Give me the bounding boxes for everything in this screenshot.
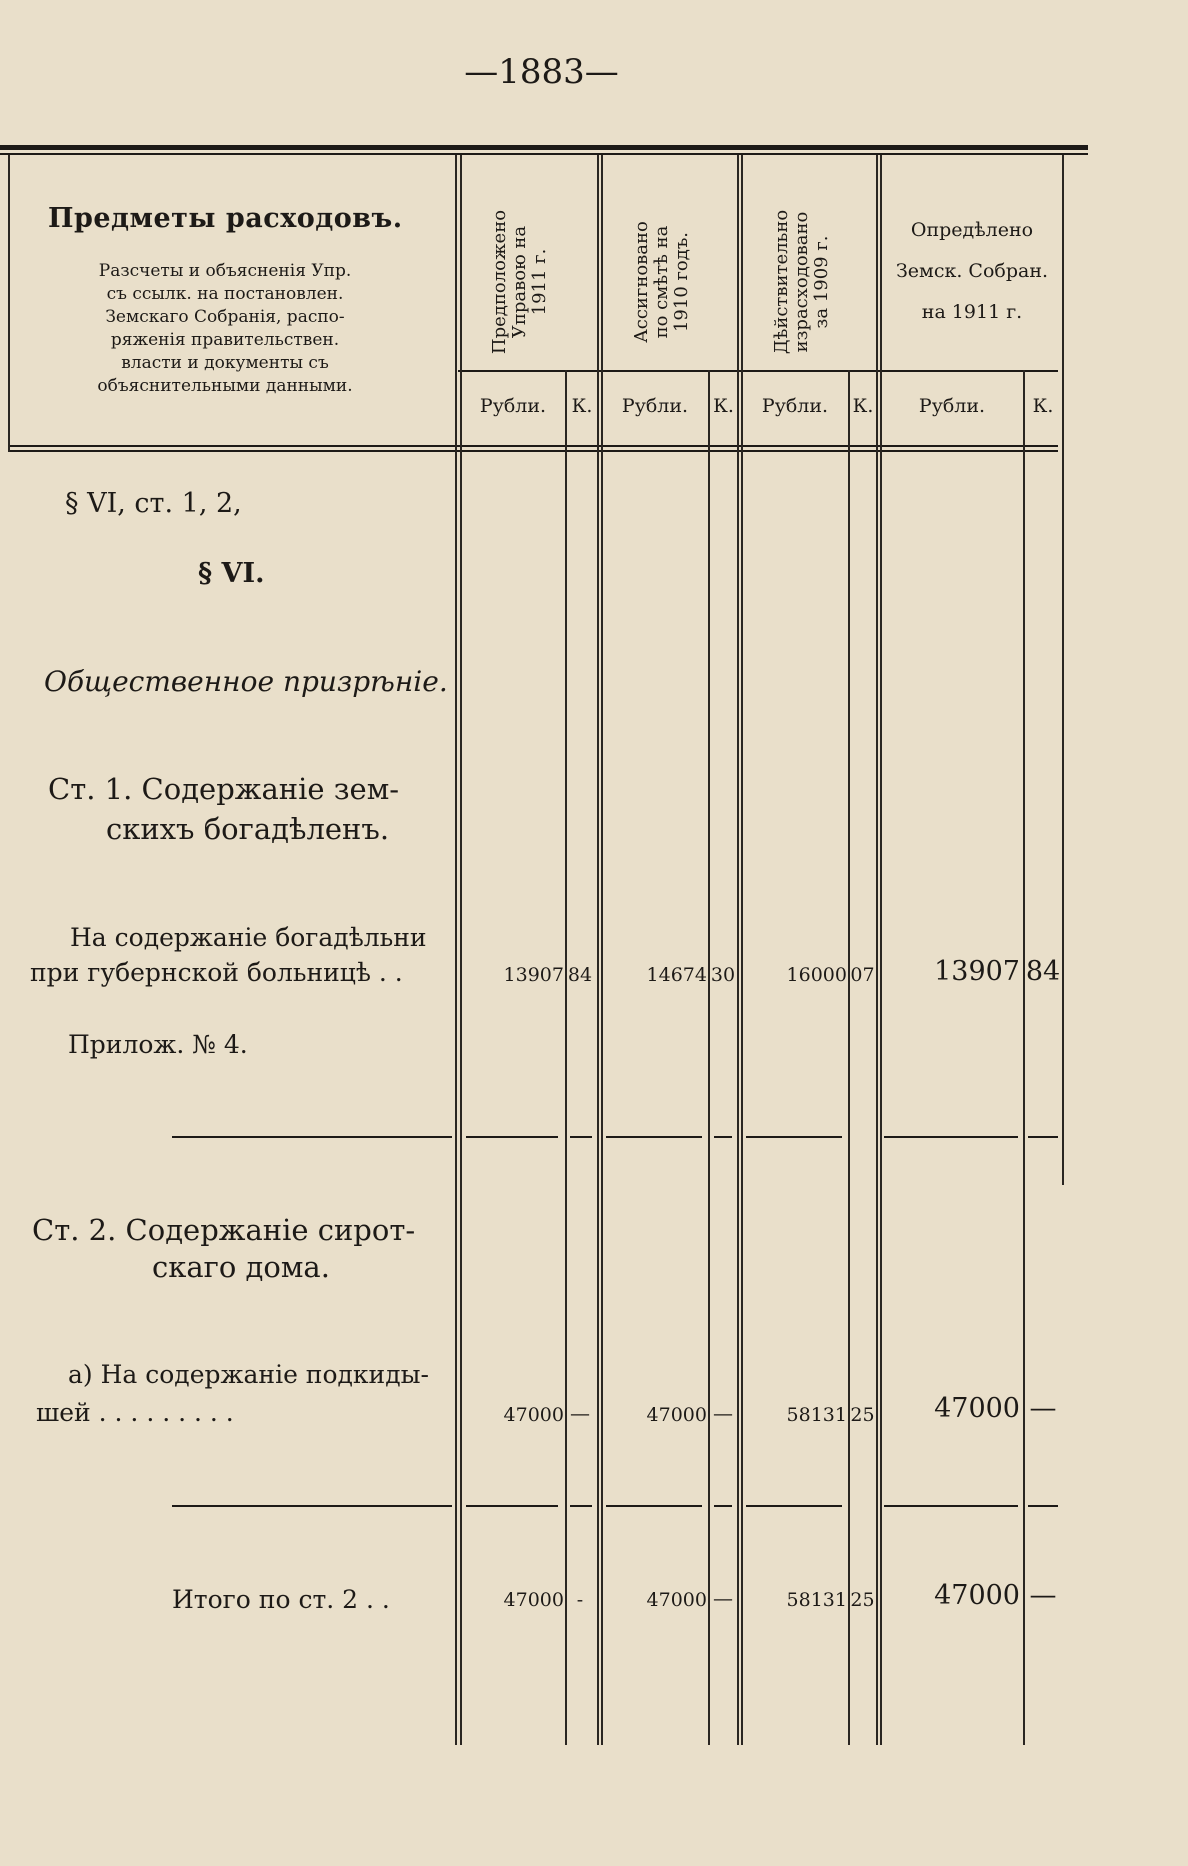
row-sep-1-c1 — [466, 1136, 558, 1138]
row-sep-1-c2 — [606, 1136, 702, 1138]
row1-col1-rubles: 13907 — [503, 964, 564, 986]
col-line-right — [1062, 155, 1064, 1185]
row-sep-1-c2k — [714, 1136, 732, 1138]
total-col4-rubles: 47000 — [934, 1580, 1020, 1611]
row-sep-2-c1k — [570, 1505, 592, 1507]
header-bottom-rule — [8, 445, 1058, 447]
row1-col2-rubles: 14674 — [646, 964, 707, 986]
row-sep-2-c2 — [606, 1505, 702, 1507]
row2-col1-rubles: 47000 — [503, 1404, 564, 1426]
top-rule — [0, 145, 1088, 150]
row2-col4-rubles: 47000 — [934, 1393, 1020, 1424]
col4-header: Опредѣлено Земск. Собран. на 1911 г. — [895, 219, 1049, 323]
col-line-c4k — [1023, 370, 1025, 1745]
col-line-desc — [455, 155, 457, 1745]
page-number: —1883— — [464, 52, 619, 92]
row-sep-2-c3 — [746, 1505, 842, 1507]
article2-line2: скаго дома. — [152, 1250, 330, 1284]
total-col3-rubles: 58131 — [786, 1589, 847, 1611]
row-sep-1-c1k — [570, 1136, 592, 1138]
total-col1-kopeks: - — [576, 1589, 584, 1611]
item2-line2: шей . . . . . . . . . — [36, 1398, 234, 1427]
row1-col3-kopeks: 07 — [850, 964, 875, 986]
total-label: Итого по ст. 2 . . — [172, 1585, 390, 1614]
header-bottom-rule-2 — [8, 450, 1058, 452]
row2-col4-kopeks: — — [1029, 1393, 1057, 1424]
row-sep-1-c4k — [1028, 1136, 1058, 1138]
appendix-ref: Прилож. № 4. — [68, 1030, 248, 1059]
col-line-c4b — [880, 155, 882, 1745]
row2-col2-rubles: 47000 — [646, 1404, 707, 1426]
total-col3-kopeks: 25 — [850, 1589, 875, 1611]
row2-col1-kopeks: — — [570, 1401, 590, 1425]
section-number: § VI. — [198, 558, 265, 589]
row-separator-2 — [172, 1505, 452, 1507]
col-line-c4 — [876, 155, 878, 1745]
unit-rub-2: Рубли. — [621, 395, 689, 417]
row1-col1-kopeks: 84 — [567, 964, 593, 986]
item1-line1: На содержаніе богадѣльни — [70, 923, 427, 952]
row1-col4-rubles: 13907 — [934, 956, 1020, 987]
col1-header: Предположено Управою на 1911 г. — [489, 209, 550, 355]
unit-kop-4: К. — [1032, 395, 1054, 417]
row-sep-2-c4 — [884, 1505, 1018, 1507]
row-sep-2-c4k — [1028, 1505, 1058, 1507]
article1-line1: Ст. 1. Содержаніе зем- — [48, 772, 400, 806]
total-col4-kopeks: — — [1029, 1580, 1057, 1611]
row-sep-2-c1 — [466, 1505, 558, 1507]
row-separator-1 — [172, 1136, 452, 1138]
unit-rub-4: Рубли. — [918, 395, 986, 417]
col-line-c2b — [601, 155, 603, 1745]
col-line-c3k — [848, 370, 850, 1745]
item1-line2: при губернской больницѣ . . — [30, 958, 403, 987]
row1-col2-kopeks: 30 — [710, 964, 736, 986]
col3-header: Дѣйствительно израсходовано за 1909 г. — [771, 209, 832, 355]
unit-rub-3: Рубли. — [761, 395, 829, 417]
row2-col3-rubles: 58131 — [786, 1404, 847, 1426]
unit-kop-2: К. — [713, 395, 734, 417]
row-sep-2-c2k — [714, 1505, 732, 1507]
row1-col4-kopeks: 84 — [1025, 956, 1061, 987]
unit-kop-3: К. — [852, 395, 874, 417]
header-subtitle: Разсчеты и объясненія Упр. съ ссылк. на постановлен. Земскаго Собранія, распо- ряженія правительствен. власти и документы съ объяснительными данными. — [97, 261, 353, 396]
col-line-c3b — [741, 155, 743, 1745]
col2-header: Ассигновано по смѣтѣ на 1910 годъ. — [631, 221, 692, 343]
row1-col3-rubles: 16000 — [786, 964, 847, 986]
header-title: Предметы расходовъ. — [48, 203, 403, 234]
total-col1-rubles: 47000 — [503, 1589, 564, 1611]
row-sep-1-c4 — [884, 1136, 1018, 1138]
col-line-desc-2 — [460, 155, 462, 1745]
header-subrule — [458, 370, 1058, 372]
row2-col3-kopeks: 25 — [850, 1404, 875, 1426]
col-line-c1k — [565, 370, 567, 1745]
item2-line1: а) На содержаніе подкиды- — [68, 1360, 429, 1389]
col-line-c2k — [708, 370, 710, 1745]
unit-kop-1: К. — [571, 395, 593, 417]
row-sep-1-c3 — [746, 1136, 842, 1138]
total-col2-kopeks: — — [713, 1586, 733, 1610]
unit-rub-1: Рубли. — [479, 395, 547, 417]
col-line-left — [8, 155, 10, 452]
col-line-c2 — [597, 155, 599, 1745]
section-ref: § VI, ст. 1, 2, — [65, 488, 242, 519]
col-line-c3 — [737, 155, 739, 1745]
article2-line1: Ст. 2. Содержаніе сирот- — [32, 1213, 416, 1247]
total-col2-rubles: 47000 — [646, 1589, 707, 1611]
section-title: Общественное призрѣніе. — [44, 665, 448, 698]
top-rule-thin — [0, 153, 1088, 155]
article1-line2: скихъ богадѣленъ. — [106, 812, 390, 846]
row2-col2-kopeks: — — [713, 1401, 733, 1425]
